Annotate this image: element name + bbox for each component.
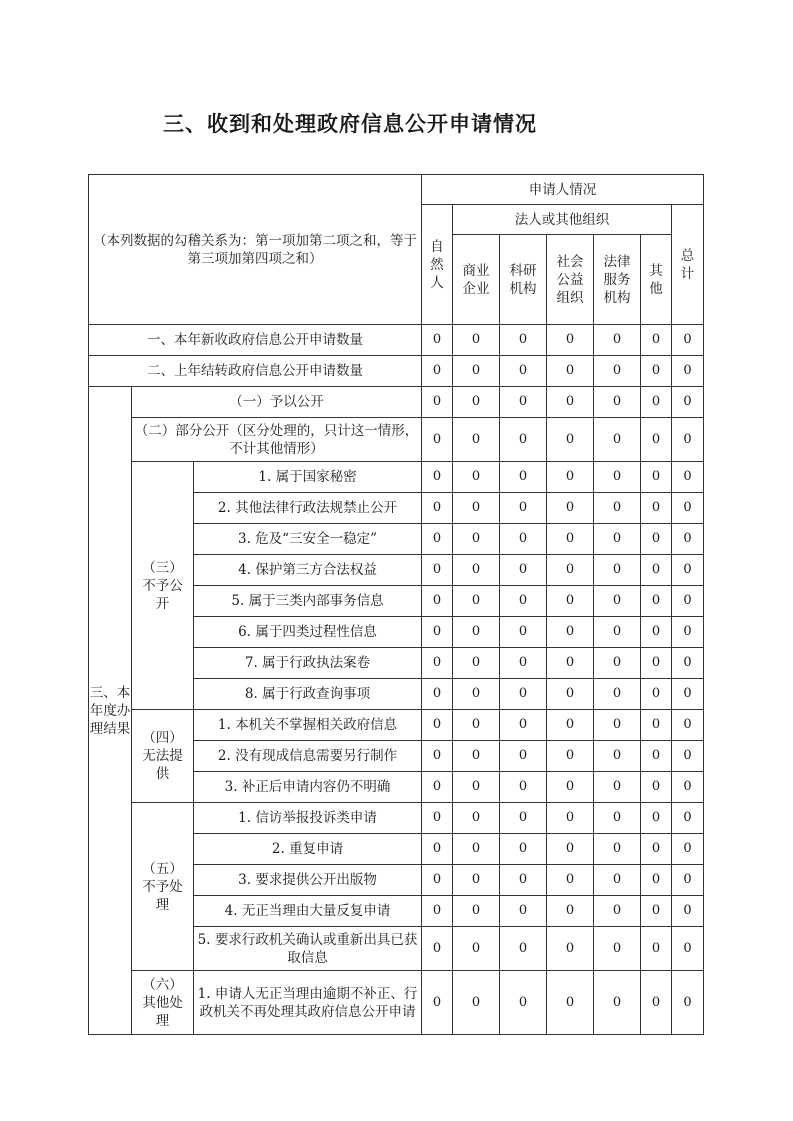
cell-value: 0 xyxy=(453,927,500,971)
cell-value: 0 xyxy=(422,971,453,1035)
cell-value: 0 xyxy=(594,325,641,356)
cell-value: 0 xyxy=(547,586,594,617)
cell-value: 0 xyxy=(672,927,704,971)
cell-value: 0 xyxy=(547,865,594,896)
cell-value: 0 xyxy=(422,927,453,971)
cell-value: 0 xyxy=(547,772,594,803)
cell-value: 0 xyxy=(594,865,641,896)
header-col-research: 科研机构 xyxy=(500,235,547,325)
cell-value: 0 xyxy=(547,418,594,462)
cell-value: 0 xyxy=(422,356,453,387)
cell-value: 0 xyxy=(500,356,547,387)
cell-value: 0 xyxy=(594,617,641,648)
cell-value: 0 xyxy=(594,555,641,586)
row-label: 二、上年结转政府信息公开申请数量 xyxy=(89,356,422,387)
disclosure-table xyxy=(88,174,704,1035)
row-other-handling-1 xyxy=(89,971,704,1035)
header-note: （本列数据的勾稽关系为：第一项加第二项之和，等于第三项加第四项之和） xyxy=(89,175,422,325)
cell-value: 0 xyxy=(547,648,594,679)
cell-value: 0 xyxy=(641,648,672,679)
group-label-not-disclosed: （三）不予公开 xyxy=(132,462,194,710)
cell-value: 0 xyxy=(453,493,500,524)
header-col-natural-person: 自然人 xyxy=(422,205,453,325)
cell-value: 0 xyxy=(422,462,453,493)
cell-value: 0 xyxy=(453,325,500,356)
row-label: 7. 属于行政执法案卷 xyxy=(194,648,422,679)
cell-value: 0 xyxy=(453,834,500,865)
cell-value: 0 xyxy=(594,462,641,493)
cell-value: 0 xyxy=(500,710,547,741)
page-title: 三、收到和处理政府信息公开申请情况 xyxy=(163,112,537,136)
header-applicant-group: 申请人情况 xyxy=(422,175,704,205)
cell-value: 0 xyxy=(594,896,641,927)
row-label: 2. 没有现成信息需要另行制作 xyxy=(194,741,422,772)
cell-value: 0 xyxy=(422,772,453,803)
cell-value: 0 xyxy=(453,971,500,1035)
cell-value: 0 xyxy=(500,493,547,524)
cell-value: 0 xyxy=(641,679,672,710)
cell-value: 0 xyxy=(422,586,453,617)
row-label: （二）部分公开（区分处理的，只计这一情形，不计其他情形） xyxy=(132,418,422,462)
row-label: （一）予以公开 xyxy=(132,387,422,418)
cell-value: 0 xyxy=(547,555,594,586)
row-label: 一、本年新收政府信息公开申请数量 xyxy=(89,325,422,356)
cell-value: 0 xyxy=(547,741,594,772)
cell-value: 0 xyxy=(453,387,500,418)
cell-value: 0 xyxy=(641,493,672,524)
row-label: 4. 无正当理由大量反复申请 xyxy=(194,896,422,927)
cell-value: 0 xyxy=(672,462,704,493)
cell-value: 0 xyxy=(500,741,547,772)
cell-value: 0 xyxy=(672,418,704,462)
group-label-other-handling: （六）其他处理 xyxy=(132,971,194,1035)
cell-value: 0 xyxy=(672,387,704,418)
cell-value: 0 xyxy=(500,865,547,896)
cell-value: 0 xyxy=(594,803,641,834)
cell-value: 0 xyxy=(547,493,594,524)
cell-value: 0 xyxy=(672,865,704,896)
cell-value: 0 xyxy=(422,325,453,356)
header-col-public-welfare: 社会公益组织 xyxy=(547,235,594,325)
cell-value: 0 xyxy=(594,586,641,617)
cell-value: 0 xyxy=(453,865,500,896)
row-carried-over xyxy=(89,356,704,387)
cell-value: 0 xyxy=(641,772,672,803)
cell-value: 0 xyxy=(422,555,453,586)
cell-value: 0 xyxy=(594,387,641,418)
row-label: 3. 要求提供公开出版物 xyxy=(194,865,422,896)
row-label: 4. 保护第三方合法权益 xyxy=(194,555,422,586)
cell-value: 0 xyxy=(422,896,453,927)
cell-value: 0 xyxy=(500,462,547,493)
row-label: 2. 重复申请 xyxy=(194,834,422,865)
cell-value: 0 xyxy=(547,462,594,493)
cell-value: 0 xyxy=(641,710,672,741)
cell-value: 0 xyxy=(641,971,672,1035)
cell-value: 0 xyxy=(500,834,547,865)
cell-value: 0 xyxy=(547,325,594,356)
row-new-applications xyxy=(89,325,704,356)
cell-value: 0 xyxy=(422,803,453,834)
cell-value: 0 xyxy=(422,387,453,418)
cell-value: 0 xyxy=(641,803,672,834)
cell-value: 0 xyxy=(500,648,547,679)
cell-value: 0 xyxy=(547,834,594,865)
cell-value: 0 xyxy=(641,586,672,617)
cell-value: 0 xyxy=(500,387,547,418)
row-label: 5. 要求行政机关确认或重新出具已获取信息 xyxy=(194,927,422,971)
cell-value: 0 xyxy=(641,865,672,896)
cell-value: 0 xyxy=(672,325,704,356)
cell-value: 0 xyxy=(594,927,641,971)
cell-value: 0 xyxy=(453,772,500,803)
cell-value: 0 xyxy=(453,356,500,387)
cell-value: 0 xyxy=(672,834,704,865)
cell-value: 0 xyxy=(672,679,704,710)
cell-value: 0 xyxy=(453,741,500,772)
cell-value: 0 xyxy=(594,493,641,524)
cell-value: 0 xyxy=(422,524,453,555)
cell-value: 0 xyxy=(453,648,500,679)
row-label: 3. 补正后申请内容仍不明确 xyxy=(194,772,422,803)
cell-value: 0 xyxy=(641,418,672,462)
cell-value: 0 xyxy=(500,325,547,356)
cell-value: 0 xyxy=(594,356,641,387)
cell-value: 0 xyxy=(641,896,672,927)
cell-value: 0 xyxy=(500,803,547,834)
cell-value: 0 xyxy=(641,834,672,865)
cell-value: 0 xyxy=(500,555,547,586)
cell-value: 0 xyxy=(453,679,500,710)
row-not-disclosed-1 xyxy=(89,462,704,493)
cell-value: 0 xyxy=(500,772,547,803)
cell-value: 0 xyxy=(453,586,500,617)
cell-value: 0 xyxy=(641,325,672,356)
cell-value: 0 xyxy=(453,418,500,462)
cell-value: 0 xyxy=(422,493,453,524)
row-partially-disclosed xyxy=(89,418,704,462)
cell-value: 0 xyxy=(453,555,500,586)
row-label: 1. 信访举报投诉类申请 xyxy=(194,803,422,834)
group-label-cannot-provide: （四）无法提供 xyxy=(132,710,194,803)
cell-value: 0 xyxy=(453,524,500,555)
cell-value: 0 xyxy=(641,741,672,772)
row-label: 6. 属于四类过程性信息 xyxy=(194,617,422,648)
cell-value: 0 xyxy=(672,803,704,834)
cell-value: 0 xyxy=(500,927,547,971)
cell-value: 0 xyxy=(641,524,672,555)
cell-value: 0 xyxy=(547,971,594,1035)
cell-value: 0 xyxy=(422,418,453,462)
result-section-label: 三、本年度办理结果 xyxy=(89,387,132,1035)
cell-value: 0 xyxy=(547,679,594,710)
cell-value: 0 xyxy=(641,356,672,387)
cell-value: 0 xyxy=(547,803,594,834)
cell-value: 0 xyxy=(672,617,704,648)
cell-value: 0 xyxy=(594,834,641,865)
header-col-other: 其他 xyxy=(641,235,672,325)
cell-value: 0 xyxy=(641,617,672,648)
header-col-total: 总计 xyxy=(672,205,704,325)
cell-value: 0 xyxy=(453,710,500,741)
header-col-business: 商业企业 xyxy=(453,235,500,325)
cell-value: 0 xyxy=(547,927,594,971)
cell-value: 0 xyxy=(594,971,641,1035)
row-label: 1. 属于国家秘密 xyxy=(194,462,422,493)
cell-value: 0 xyxy=(500,524,547,555)
cell-value: 0 xyxy=(500,971,547,1035)
cell-value: 0 xyxy=(500,896,547,927)
cell-value: 0 xyxy=(422,834,453,865)
cell-value: 0 xyxy=(547,524,594,555)
cell-value: 0 xyxy=(672,524,704,555)
cell-value: 0 xyxy=(422,865,453,896)
cell-value: 0 xyxy=(547,617,594,648)
cell-value: 0 xyxy=(500,586,547,617)
cell-value: 0 xyxy=(594,648,641,679)
cell-value: 0 xyxy=(547,356,594,387)
cell-value: 0 xyxy=(422,617,453,648)
row-cannot-provide-1 xyxy=(89,710,704,741)
cell-value: 0 xyxy=(547,387,594,418)
cell-value: 0 xyxy=(500,418,547,462)
group-label-not-processed: （五）不予处理 xyxy=(132,803,194,971)
cell-value: 0 xyxy=(453,803,500,834)
cell-value: 0 xyxy=(672,586,704,617)
cell-value: 0 xyxy=(672,971,704,1035)
cell-value: 0 xyxy=(500,617,547,648)
cell-value: 0 xyxy=(453,896,500,927)
cell-value: 0 xyxy=(422,679,453,710)
row-label: 2. 其他法律行政法规禁止公开 xyxy=(194,493,422,524)
cell-value: 0 xyxy=(641,927,672,971)
cell-value: 0 xyxy=(672,356,704,387)
cell-value: 0 xyxy=(641,462,672,493)
row-label: 1. 本机关不掌握相关政府信息 xyxy=(194,710,422,741)
cell-value: 0 xyxy=(422,710,453,741)
cell-value: 0 xyxy=(672,493,704,524)
cell-value: 0 xyxy=(422,648,453,679)
cell-value: 0 xyxy=(672,772,704,803)
row-label: 1. 申请人无正当理由逾期不补正、行政机关不再处理其政府信息公开申请 xyxy=(194,971,422,1035)
cell-value: 0 xyxy=(594,741,641,772)
cell-value: 0 xyxy=(453,462,500,493)
row-not-processed-1 xyxy=(89,803,704,834)
cell-value: 0 xyxy=(453,617,500,648)
cell-value: 0 xyxy=(672,896,704,927)
cell-value: 0 xyxy=(422,741,453,772)
header-legal-group: 法人或其他组织 xyxy=(453,205,672,235)
cell-value: 0 xyxy=(547,710,594,741)
cell-value: 0 xyxy=(500,679,547,710)
cell-value: 0 xyxy=(672,710,704,741)
cell-value: 0 xyxy=(641,387,672,418)
row-disclosed xyxy=(89,387,704,418)
cell-value: 0 xyxy=(641,555,672,586)
cell-value: 0 xyxy=(594,679,641,710)
cell-value: 0 xyxy=(672,648,704,679)
cell-value: 0 xyxy=(594,710,641,741)
cell-value: 0 xyxy=(672,555,704,586)
cell-value: 0 xyxy=(594,418,641,462)
cell-value: 0 xyxy=(547,896,594,927)
row-label: 8. 属于行政查询事项 xyxy=(194,679,422,710)
row-label: 3. 危及“三安全一稳定” xyxy=(194,524,422,555)
header-col-legal-service: 法律服务机构 xyxy=(594,235,641,325)
row-label: 5. 属于三类内部事务信息 xyxy=(194,586,422,617)
cell-value: 0 xyxy=(594,524,641,555)
cell-value: 0 xyxy=(672,741,704,772)
cell-value: 0 xyxy=(594,772,641,803)
